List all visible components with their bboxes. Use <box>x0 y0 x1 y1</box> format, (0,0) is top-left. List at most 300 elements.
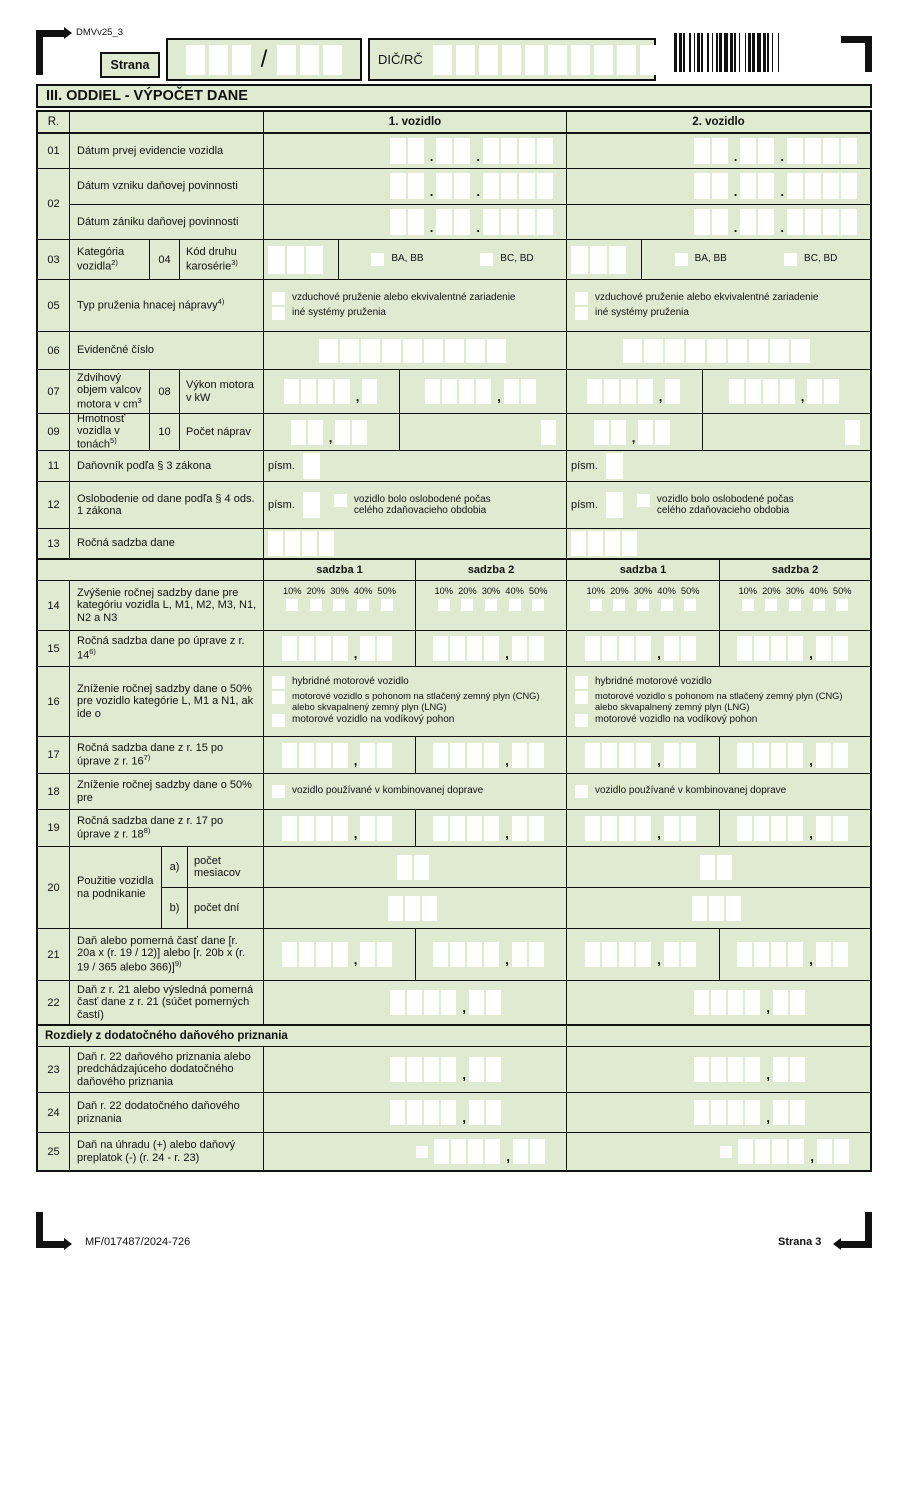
digit-box[interactable] <box>788 816 803 841</box>
digit-box[interactable] <box>787 209 803 235</box>
digit-box[interactable] <box>487 339 506 363</box>
percent-checkbox[interactable] <box>532 599 544 611</box>
digit-box[interactable] <box>467 816 482 841</box>
digit-box[interactable] <box>414 855 429 880</box>
digit-box[interactable] <box>585 816 600 841</box>
digit-box[interactable] <box>407 1057 422 1082</box>
digit-box[interactable] <box>484 743 499 768</box>
digit-box[interactable] <box>816 636 831 661</box>
digit-box[interactable] <box>424 339 443 363</box>
digit-box[interactable] <box>451 1139 466 1164</box>
digit-box[interactable] <box>711 990 726 1015</box>
digit-box[interactable] <box>788 636 803 661</box>
digit-box[interactable] <box>841 138 857 164</box>
digit-box[interactable] <box>758 209 774 235</box>
digit-box[interactable] <box>712 209 728 235</box>
digit-box[interactable] <box>817 1139 832 1164</box>
digit-box[interactable] <box>303 492 320 518</box>
percent-checkbox[interactable] <box>637 599 649 611</box>
digit-box[interactable] <box>638 420 653 445</box>
digit-box[interactable] <box>479 45 498 75</box>
percent-checkbox[interactable] <box>333 599 345 611</box>
digit-box[interactable] <box>390 990 405 1015</box>
dic-field[interactable] <box>368 38 656 81</box>
digit-box[interactable] <box>433 942 448 967</box>
r16-v1-cng-lng-checkbox[interactable] <box>272 691 285 704</box>
digit-box[interactable] <box>433 743 448 768</box>
digit-box[interactable] <box>530 1139 545 1164</box>
digit-box[interactable] <box>501 173 517 199</box>
digit-box[interactable] <box>590 246 607 274</box>
digit-box[interactable] <box>277 45 296 75</box>
digit-box[interactable] <box>512 816 527 841</box>
digit-box[interactable] <box>712 173 728 199</box>
digit-box[interactable] <box>664 942 679 967</box>
digit-box[interactable] <box>636 942 651 967</box>
digit-box[interactable] <box>519 209 535 235</box>
digit-box[interactable] <box>537 173 553 199</box>
digit-box[interactable] <box>694 173 710 199</box>
digit-box[interactable] <box>728 1057 743 1082</box>
digit-box[interactable] <box>299 942 314 967</box>
digit-box[interactable] <box>537 138 553 164</box>
digit-box[interactable] <box>611 420 626 445</box>
digit-box[interactable] <box>442 379 457 404</box>
r12-v1-exempt-checkbox[interactable] <box>334 494 347 507</box>
digit-box[interactable] <box>529 816 544 841</box>
digit-box[interactable] <box>282 636 297 661</box>
digit-box[interactable] <box>486 990 501 1015</box>
digit-box[interactable] <box>299 816 314 841</box>
digit-box[interactable] <box>816 743 831 768</box>
percent-checkbox[interactable] <box>661 599 673 611</box>
r16-v1-hydrogen-checkbox[interactable] <box>272 714 285 727</box>
digit-box[interactable] <box>709 896 724 921</box>
digit-box[interactable] <box>773 1100 788 1125</box>
digit-box[interactable] <box>467 942 482 967</box>
digit-box[interactable] <box>681 816 696 841</box>
digit-box[interactable] <box>681 743 696 768</box>
digit-box[interactable] <box>740 138 756 164</box>
digit-box[interactable] <box>623 339 642 363</box>
digit-box[interactable] <box>789 1139 804 1164</box>
r16-v2-hydrogen-checkbox[interactable] <box>575 714 588 727</box>
percent-checkbox[interactable] <box>742 599 754 611</box>
digit-box[interactable] <box>772 1139 787 1164</box>
digit-box[interactable] <box>519 173 535 199</box>
digit-box[interactable] <box>316 636 331 661</box>
digit-box[interactable] <box>390 138 406 164</box>
digit-box[interactable] <box>763 379 778 404</box>
digit-box[interactable] <box>450 942 465 967</box>
digit-box[interactable] <box>484 816 499 841</box>
percent-checkbox[interactable] <box>684 599 696 611</box>
digit-box[interactable] <box>619 636 634 661</box>
digit-box[interactable] <box>771 743 786 768</box>
digit-box[interactable] <box>390 1057 405 1082</box>
digit-box[interactable] <box>360 743 375 768</box>
digit-box[interactable] <box>788 743 803 768</box>
digit-box[interactable] <box>771 636 786 661</box>
digit-box[interactable] <box>712 138 728 164</box>
digit-box[interactable] <box>377 816 392 841</box>
digit-box[interactable] <box>407 990 422 1015</box>
digit-box[interactable] <box>424 1057 439 1082</box>
digit-box[interactable] <box>501 209 517 235</box>
digit-box[interactable] <box>665 379 680 404</box>
digit-box[interactable] <box>282 816 297 841</box>
digit-box[interactable] <box>450 743 465 768</box>
digit-box[interactable] <box>433 816 448 841</box>
percent-checkbox[interactable] <box>509 599 521 611</box>
digit-box[interactable] <box>636 816 651 841</box>
digit-box[interactable] <box>711 1100 726 1125</box>
digit-box[interactable] <box>823 173 839 199</box>
digit-box[interactable] <box>456 45 475 75</box>
digit-box[interactable] <box>694 990 709 1015</box>
digit-box[interactable] <box>841 173 857 199</box>
digit-box[interactable] <box>529 636 544 661</box>
digit-box[interactable] <box>377 636 392 661</box>
digit-box[interactable] <box>541 420 556 445</box>
digit-box[interactable] <box>758 138 774 164</box>
digit-box[interactable] <box>390 209 406 235</box>
digit-box[interactable] <box>636 743 651 768</box>
r18-v1-combined-checkbox[interactable] <box>272 785 285 798</box>
digit-box[interactable] <box>737 942 752 967</box>
percent-checkbox[interactable] <box>613 599 625 611</box>
digit-box[interactable] <box>605 531 620 556</box>
digit-box[interactable] <box>737 816 752 841</box>
digit-box[interactable] <box>845 420 860 445</box>
digit-box[interactable] <box>360 636 375 661</box>
digit-box[interactable] <box>424 990 439 1015</box>
digit-box[interactable] <box>754 743 769 768</box>
digit-box[interactable] <box>306 246 323 274</box>
digit-box[interactable] <box>436 173 452 199</box>
digit-box[interactable] <box>360 942 375 967</box>
digit-box[interactable] <box>501 138 517 164</box>
digit-box[interactable] <box>323 45 342 75</box>
digit-box[interactable] <box>585 743 600 768</box>
digit-box[interactable] <box>377 743 392 768</box>
r12-v2-exempt-checkbox[interactable] <box>637 494 650 507</box>
digit-box[interactable] <box>405 896 420 921</box>
digit-box[interactable] <box>833 942 848 967</box>
digit-box[interactable] <box>746 379 761 404</box>
digit-box[interactable] <box>504 379 519 404</box>
r16-v1-hybrid-checkbox[interactable] <box>272 676 285 689</box>
digit-box[interactable] <box>333 816 348 841</box>
digit-box[interactable] <box>512 942 527 967</box>
percent-checkbox[interactable] <box>789 599 801 611</box>
digit-box[interactable] <box>833 636 848 661</box>
digit-box[interactable] <box>403 339 422 363</box>
digit-box[interactable] <box>333 942 348 967</box>
digit-box[interactable] <box>619 743 634 768</box>
digit-box[interactable] <box>622 531 637 556</box>
digit-box[interactable] <box>640 45 659 75</box>
digit-box[interactable] <box>333 636 348 661</box>
digit-box[interactable] <box>805 138 821 164</box>
digit-box[interactable] <box>604 379 619 404</box>
digit-box[interactable] <box>771 942 786 967</box>
percent-checkbox[interactable] <box>310 599 322 611</box>
r16-v2-cng-lng-checkbox[interactable] <box>575 691 588 704</box>
digit-box[interactable] <box>717 855 732 880</box>
digit-box[interactable] <box>468 1139 483 1164</box>
digit-box[interactable] <box>823 209 839 235</box>
digit-box[interactable] <box>485 1139 500 1164</box>
digit-box[interactable] <box>833 743 848 768</box>
digit-box[interactable] <box>681 942 696 967</box>
digit-box[interactable] <box>466 339 485 363</box>
digit-box[interactable] <box>299 743 314 768</box>
digit-box[interactable] <box>282 743 297 768</box>
digit-box[interactable] <box>841 209 857 235</box>
digit-box[interactable] <box>807 379 822 404</box>
digit-box[interactable] <box>664 743 679 768</box>
digit-box[interactable] <box>436 138 452 164</box>
percent-checkbox[interactable] <box>836 599 848 611</box>
r05-v1-air-suspension-checkbox[interactable] <box>272 292 285 305</box>
digit-box[interactable] <box>335 420 350 445</box>
digit-box[interactable] <box>308 420 323 445</box>
digit-box[interactable] <box>483 173 499 199</box>
digit-box[interactable] <box>823 138 839 164</box>
digit-box[interactable] <box>476 379 491 404</box>
digit-box[interactable] <box>788 942 803 967</box>
r05-v2-air-suspension-checkbox[interactable] <box>575 292 588 305</box>
digit-box[interactable] <box>787 138 803 164</box>
digit-box[interactable] <box>729 379 744 404</box>
digit-box[interactable] <box>754 942 769 967</box>
r05-v1-other-suspension-checkbox[interactable] <box>272 307 285 320</box>
digit-box[interactable] <box>740 209 756 235</box>
digit-box[interactable] <box>268 246 285 274</box>
percent-checkbox[interactable] <box>813 599 825 611</box>
digit-box[interactable] <box>571 246 588 274</box>
digit-box[interactable] <box>726 896 741 921</box>
digit-box[interactable] <box>525 45 544 75</box>
digit-box[interactable] <box>302 531 317 556</box>
digit-box[interactable] <box>390 1100 405 1125</box>
sign-box[interactable] <box>720 1146 732 1158</box>
digit-box[interactable] <box>519 138 535 164</box>
digit-box[interactable] <box>655 420 670 445</box>
digit-box[interactable] <box>816 816 831 841</box>
digit-box[interactable] <box>609 246 626 274</box>
digit-box[interactable] <box>285 531 300 556</box>
page-number-field[interactable] <box>166 38 362 81</box>
digit-box[interactable] <box>780 379 795 404</box>
digit-box[interactable] <box>467 743 482 768</box>
digit-box[interactable] <box>588 531 603 556</box>
digit-box[interactable] <box>617 45 636 75</box>
digit-box[interactable] <box>664 636 679 661</box>
r04-v1-ba-bb-checkbox[interactable] <box>371 253 384 266</box>
digit-box[interactable] <box>186 45 205 75</box>
digit-box[interactable] <box>665 339 684 363</box>
digit-box[interactable] <box>299 636 314 661</box>
digit-box[interactable] <box>469 1100 484 1125</box>
digit-box[interactable] <box>602 636 617 661</box>
digit-box[interactable] <box>790 1057 805 1082</box>
digit-box[interactable] <box>754 636 769 661</box>
r04-v2-bc-bd-checkbox[interactable] <box>784 253 797 266</box>
digit-box[interactable] <box>692 896 707 921</box>
digit-box[interactable] <box>340 339 359 363</box>
digit-box[interactable] <box>360 816 375 841</box>
digit-box[interactable] <box>728 339 747 363</box>
digit-box[interactable] <box>407 1100 422 1125</box>
digit-box[interactable] <box>486 1100 501 1125</box>
digit-box[interactable] <box>484 636 499 661</box>
digit-box[interactable] <box>824 379 839 404</box>
r05-v2-other-suspension-checkbox[interactable] <box>575 307 588 320</box>
digit-box[interactable] <box>300 45 319 75</box>
digit-box[interactable] <box>740 173 756 199</box>
digit-box[interactable] <box>301 379 316 404</box>
digit-box[interactable] <box>773 1057 788 1082</box>
digit-box[interactable] <box>606 492 623 518</box>
digit-box[interactable] <box>268 531 283 556</box>
digit-box[interactable] <box>790 990 805 1015</box>
percent-checkbox[interactable] <box>438 599 450 611</box>
digit-box[interactable] <box>502 45 521 75</box>
digit-box[interactable] <box>737 743 752 768</box>
digit-box[interactable] <box>737 636 752 661</box>
digit-box[interactable] <box>318 379 333 404</box>
digit-box[interactable] <box>681 636 696 661</box>
digit-box[interactable] <box>445 339 464 363</box>
digit-box[interactable] <box>483 209 499 235</box>
digit-box[interactable] <box>316 743 331 768</box>
digit-box[interactable] <box>745 1057 760 1082</box>
digit-box[interactable] <box>454 209 470 235</box>
digit-box[interactable] <box>377 942 392 967</box>
digit-box[interactable] <box>388 896 403 921</box>
digit-box[interactable] <box>773 990 788 1015</box>
r04-v1-bc-bd-checkbox[interactable] <box>480 253 493 266</box>
digit-box[interactable] <box>621 379 636 404</box>
percent-checkbox[interactable] <box>485 599 497 611</box>
digit-box[interactable] <box>512 743 527 768</box>
digit-box[interactable] <box>758 173 774 199</box>
digit-box[interactable] <box>754 816 769 841</box>
digit-box[interactable] <box>408 209 424 235</box>
digit-box[interactable] <box>707 339 726 363</box>
digit-box[interactable] <box>694 1100 709 1125</box>
digit-box[interactable] <box>619 816 634 841</box>
percent-checkbox[interactable] <box>381 599 393 611</box>
digit-box[interactable] <box>537 209 553 235</box>
digit-box[interactable] <box>467 636 482 661</box>
digit-box[interactable] <box>816 942 831 967</box>
digit-box[interactable] <box>316 942 331 967</box>
digit-box[interactable] <box>738 1139 753 1164</box>
digit-box[interactable] <box>316 816 331 841</box>
digit-box[interactable] <box>694 1057 709 1082</box>
digit-box[interactable] <box>529 942 544 967</box>
digit-box[interactable] <box>728 990 743 1015</box>
digit-box[interactable] <box>441 990 456 1015</box>
digit-box[interactable] <box>745 990 760 1015</box>
digit-box[interactable] <box>352 420 367 445</box>
digit-box[interactable] <box>686 339 705 363</box>
digit-box[interactable] <box>700 855 715 880</box>
digit-box[interactable] <box>771 816 786 841</box>
digit-box[interactable] <box>486 1057 501 1082</box>
digit-box[interactable] <box>382 339 401 363</box>
digit-box[interactable] <box>644 339 663 363</box>
digit-box[interactable] <box>606 453 623 479</box>
digit-box[interactable] <box>594 45 613 75</box>
digit-box[interactable] <box>805 209 821 235</box>
digit-box[interactable] <box>454 173 470 199</box>
digit-box[interactable] <box>585 942 600 967</box>
digit-box[interactable] <box>450 636 465 661</box>
digit-box[interactable] <box>745 1100 760 1125</box>
digit-box[interactable] <box>209 45 228 75</box>
r04-v2-ba-bb-checkbox[interactable] <box>675 253 688 266</box>
digit-box[interactable] <box>787 173 803 199</box>
digit-box[interactable] <box>594 420 609 445</box>
digit-box[interactable] <box>833 816 848 841</box>
digit-box[interactable] <box>282 942 297 967</box>
digit-box[interactable] <box>469 990 484 1015</box>
digit-box[interactable] <box>335 379 350 404</box>
digit-box[interactable] <box>585 636 600 661</box>
digit-box[interactable] <box>433 45 452 75</box>
digit-box[interactable] <box>424 1100 439 1125</box>
digit-box[interactable] <box>694 209 710 235</box>
digit-box[interactable] <box>333 743 348 768</box>
digit-box[interactable] <box>303 453 320 479</box>
digit-box[interactable] <box>790 1100 805 1125</box>
digit-box[interactable] <box>319 339 338 363</box>
digit-box[interactable] <box>805 173 821 199</box>
r18-v2-combined-checkbox[interactable] <box>575 785 588 798</box>
digit-box[interactable] <box>362 379 377 404</box>
digit-box[interactable] <box>602 743 617 768</box>
digit-box[interactable] <box>834 1139 849 1164</box>
digit-box[interactable] <box>694 138 710 164</box>
r16-v2-hybrid-checkbox[interactable] <box>575 676 588 689</box>
digit-box[interactable] <box>512 636 527 661</box>
digit-box[interactable] <box>587 379 602 404</box>
digit-box[interactable] <box>232 45 251 75</box>
digit-box[interactable] <box>361 339 380 363</box>
percent-checkbox[interactable] <box>765 599 777 611</box>
digit-box[interactable] <box>638 379 653 404</box>
percent-checkbox[interactable] <box>286 599 298 611</box>
digit-box[interactable] <box>529 743 544 768</box>
percent-checkbox[interactable] <box>590 599 602 611</box>
digit-box[interactable] <box>425 379 440 404</box>
digit-box[interactable] <box>454 138 470 164</box>
digit-box[interactable] <box>422 896 437 921</box>
digit-box[interactable] <box>434 1139 449 1164</box>
percent-checkbox[interactable] <box>461 599 473 611</box>
digit-box[interactable] <box>521 379 536 404</box>
digit-box[interactable] <box>619 942 634 967</box>
digit-box[interactable] <box>469 1057 484 1082</box>
digit-box[interactable] <box>636 636 651 661</box>
digit-box[interactable] <box>408 173 424 199</box>
digit-box[interactable] <box>513 1139 528 1164</box>
digit-box[interactable] <box>390 173 406 199</box>
